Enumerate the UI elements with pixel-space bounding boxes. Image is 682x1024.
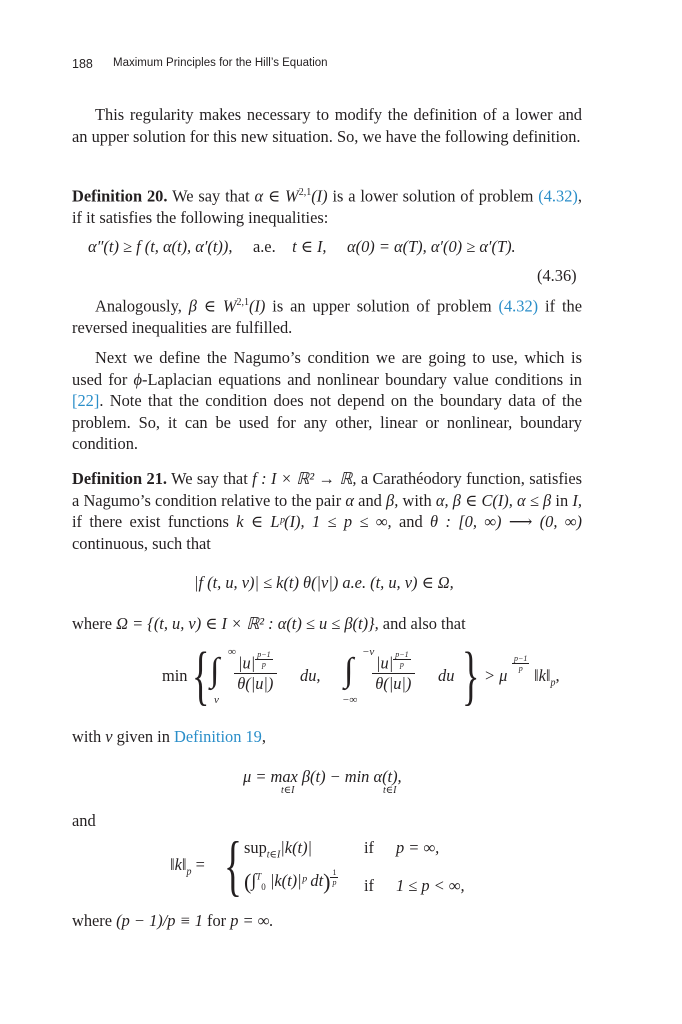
equation-norm: $‖k‖_p$ = { sup$_{t\in I}$|k(t)| if p = ∞, (∫$^T_0$ |k(t)|ᵖ dt) $^{\frac{1}{p}}$ if 1 ≤ p < ∞, [170,827,465,903]
and-text: and [72,811,96,830]
ref-definition-19[interactable]: Definition 19 [174,727,262,746]
right-brace: } [462,639,480,712]
paragraph-intro: This regularity makes necessary to modify the definition of a lower and an upper solution for this new situation. So, we have the following definition. [72,105,582,146]
equation-4-36: α″(t) ≥ f (t, α(t), α′(t)), a.e. t ∈ I, α(0) = α(T), α′(0) ≥ α′(T). [88,237,516,256]
min-subscript: t∈I [383,785,397,796]
ref-4-32[interactable]: (4.32) [498,296,539,316]
definition-21-label: Definition 21. [72,469,167,488]
integrand-1: |u| $^{\frac{p-1}{p}}$ θ(|u|) [234,650,277,694]
definition-20-label: Definition 20. [72,186,168,206]
min-operator: min [162,666,188,685]
ref-22[interactable]: [22] [72,391,100,410]
definition-21: Definition 21. We say that f : I × ℝ² → ℝ, a Carathéodory function, satisfies a Nagumo’s condition relative to the pair α and β, with α, β ∈ C(I), α ≤ β in I, if there exist functions k ∈ Lᵖ(I), 1 ≤ p ≤ ∞, and θ : [0, ∞) ⟶ (0, ∞) continuous, such that [72,469,583,553]
case-sup: sup$_{t\in I}$|k(t)| [244,838,313,861]
ref-4-32[interactable]: (4.32) [538,186,578,206]
running-title: Maximum Principles for the Hill’s Equation [113,57,328,69]
paragraph-upper-solution: Analogously, β ∈ W$^{2,1}$(I) is an upper solution of problem (4.32) if the reversed inequalities are fulfilled. [72,296,582,337]
equation-mu: μ = max β(t) − min α(t), [243,767,402,786]
case-integral: (∫$^T_0$ |k(t)|ᵖ dt) $^{\frac{1}{p}}$ [244,868,337,895]
paragraph-nagumo-intro: Next we define the Nagumo’s condition we are going to use, which is used for ϕ-Laplacian equations and nonlinear boundary value conditions in [22]. Note that the condition does not depend on the boundary data of the problem. So, it can be used for any other, linear or nonlinear, boundary condition. [72,348,582,453]
max-subscript: t∈I [281,785,295,796]
final-line: where (p − 1)/p ≡ 1 for p = ∞. [72,911,274,930]
equation-number: (4.36) [537,266,577,285]
equation-nagumo-min: min { ∫ ∞ v |u| $^{\frac{p-1}{p}}$ θ(|u|) du, ∫ −v −∞ |u| $^{\frac{p-1}{p}}$ θ(|u|) du } > μ $\frac{p-1}{p}$ $‖k‖_p$, [162,639,560,712]
definition-20: Definition 20. We say that α ∈ W$^{2,1}$(I) is a lower solution of problem (4.32), if it satisfies the following inequalities: [72,186,582,227]
page-number: 188 [72,57,93,71]
cases-brace: { [224,827,242,903]
integrand-2: |u| $^{\frac{p-1}{p}}$ θ(|u|) [372,650,415,694]
omega-definition: where Ω = {(t, u, v) ∈ I × ℝ² : α(t) ≤ u ≤ β(t)}, and also that [72,614,466,633]
equation-nagumo-bound: |f (t, u, v)| ≤ k(t) θ(|v|) a.e. (t, u, v) ∈ Ω, [194,573,454,592]
with-nu-line: with ν given in Definition 19, [72,727,266,746]
integral-sign: ∫ [210,652,220,689]
left-brace: { [192,639,210,712]
integral-sign: ∫ [344,652,354,689]
